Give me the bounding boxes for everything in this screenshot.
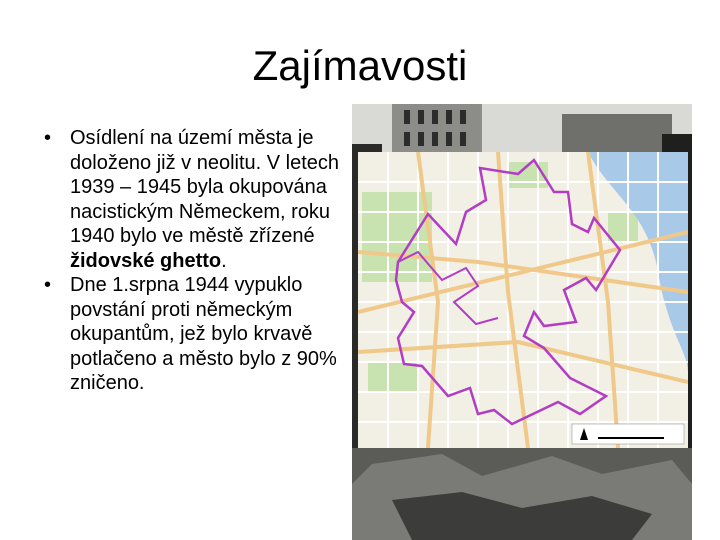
bullet-text: Dne 1.srpna 1944 vypuklo povstání proti německým okupantům, jež bylo krvavě potlačeno a město bylo z 90% zničeno. (70, 274, 337, 394)
bullet-bold-text: židovské ghetto (70, 249, 222, 272)
ghetto-map (358, 152, 688, 448)
bullet-text: Osídlení na území města je doloženo již v neolitu. V letech 1939 – 1945 byla okupována nacistickým Německem, roku 1940 bylo ve městě zřízené (70, 127, 340, 247)
bullet-item (44, 126, 354, 273)
bullet-text-end: . (221, 249, 227, 272)
bullet-marker: • (44, 274, 52, 296)
bullet-item (44, 273, 354, 396)
slide-title: Zajímavosti (252, 42, 468, 89)
bullet-marker: • (44, 127, 52, 149)
bullet-list (44, 126, 354, 396)
